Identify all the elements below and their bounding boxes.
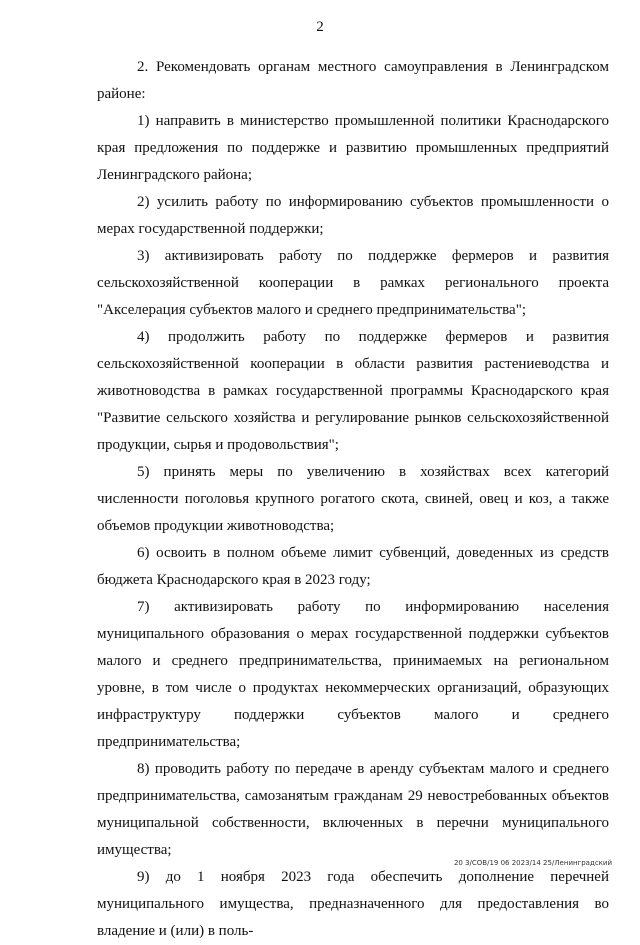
paragraph-item-2: 2. Рекомендовать органам местного самоуправления в Ленинградском районе: <box>97 59 609 102</box>
paragraph-subitem-5: 5) принять меры по увеличению в хозяйствах всех категорий численности поголовья крупного рогатого скота, свиней, овец и коз, а также объемов продукции животноводства; <box>97 464 609 534</box>
footer-stamp: 20 3/СОВ/19 06 2023/14 25/Ленинградский <box>453 859 612 867</box>
paragraph-subitem-9: 9) до 1 ноября 2023 года обеспечить дополнение перечней муниципального имущества, предназначенного для предоставления во владение и (или) в поль- <box>97 869 609 939</box>
paragraph-subitem-6: 6) освоить в полном объеме лимит субвенций, доведенных из средств бюджета Краснодарского края в 2023 году; <box>97 545 609 588</box>
page-number: 2 <box>316 19 324 35</box>
paragraph-subitem-2: 2) усилить работу по информированию субъектов промышленности о мерах государственной поддержки; <box>97 194 609 237</box>
paragraph-subitem-1: 1) направить в министерство промышленной политики Краснодарского края предложения по поддержке и развитию промышленных предприятий Ленинградского района; <box>97 113 609 183</box>
paragraph-subitem-7: 7) активизировать работу по информированию населения муниципального образования о мерах государственной поддержки субъектов малого и среднего предпринимательства, принимаемых на региональном уровне, в том числе о продуктах некоммерческих организаций, образующих инфраструктуру поддержки субъектов малого и среднего предпринимательства; <box>97 599 609 750</box>
paragraph-subitem-4: 4) продолжить работу по поддержке фермеров и развития сельскохозяйственной кооперации в области развития растениеводства и животноводства в рамках государственной программы Краснодарского края "Развитие сельского хозяйства и регулирование рынков сельскохозяйственной продукции, сырья и продовольствия"; <box>97 329 609 453</box>
paragraph-subitem-3: 3) активизировать работу по поддержке фермеров и развития сельскохозяйственной кооперации в рамках регионального проекта "Акселерация субъектов малого и среднего предпринимательства"; <box>97 248 609 318</box>
paragraph-subitem-8: 8) проводить работу по передаче в аренду субъектам малого и среднего предпринимательства, самозанятым гражданам 29 невостребованных объектов муниципальной собственности, включенных в перечни муниципального имущества; <box>97 761 609 858</box>
document-body <box>97 54 609 945</box>
